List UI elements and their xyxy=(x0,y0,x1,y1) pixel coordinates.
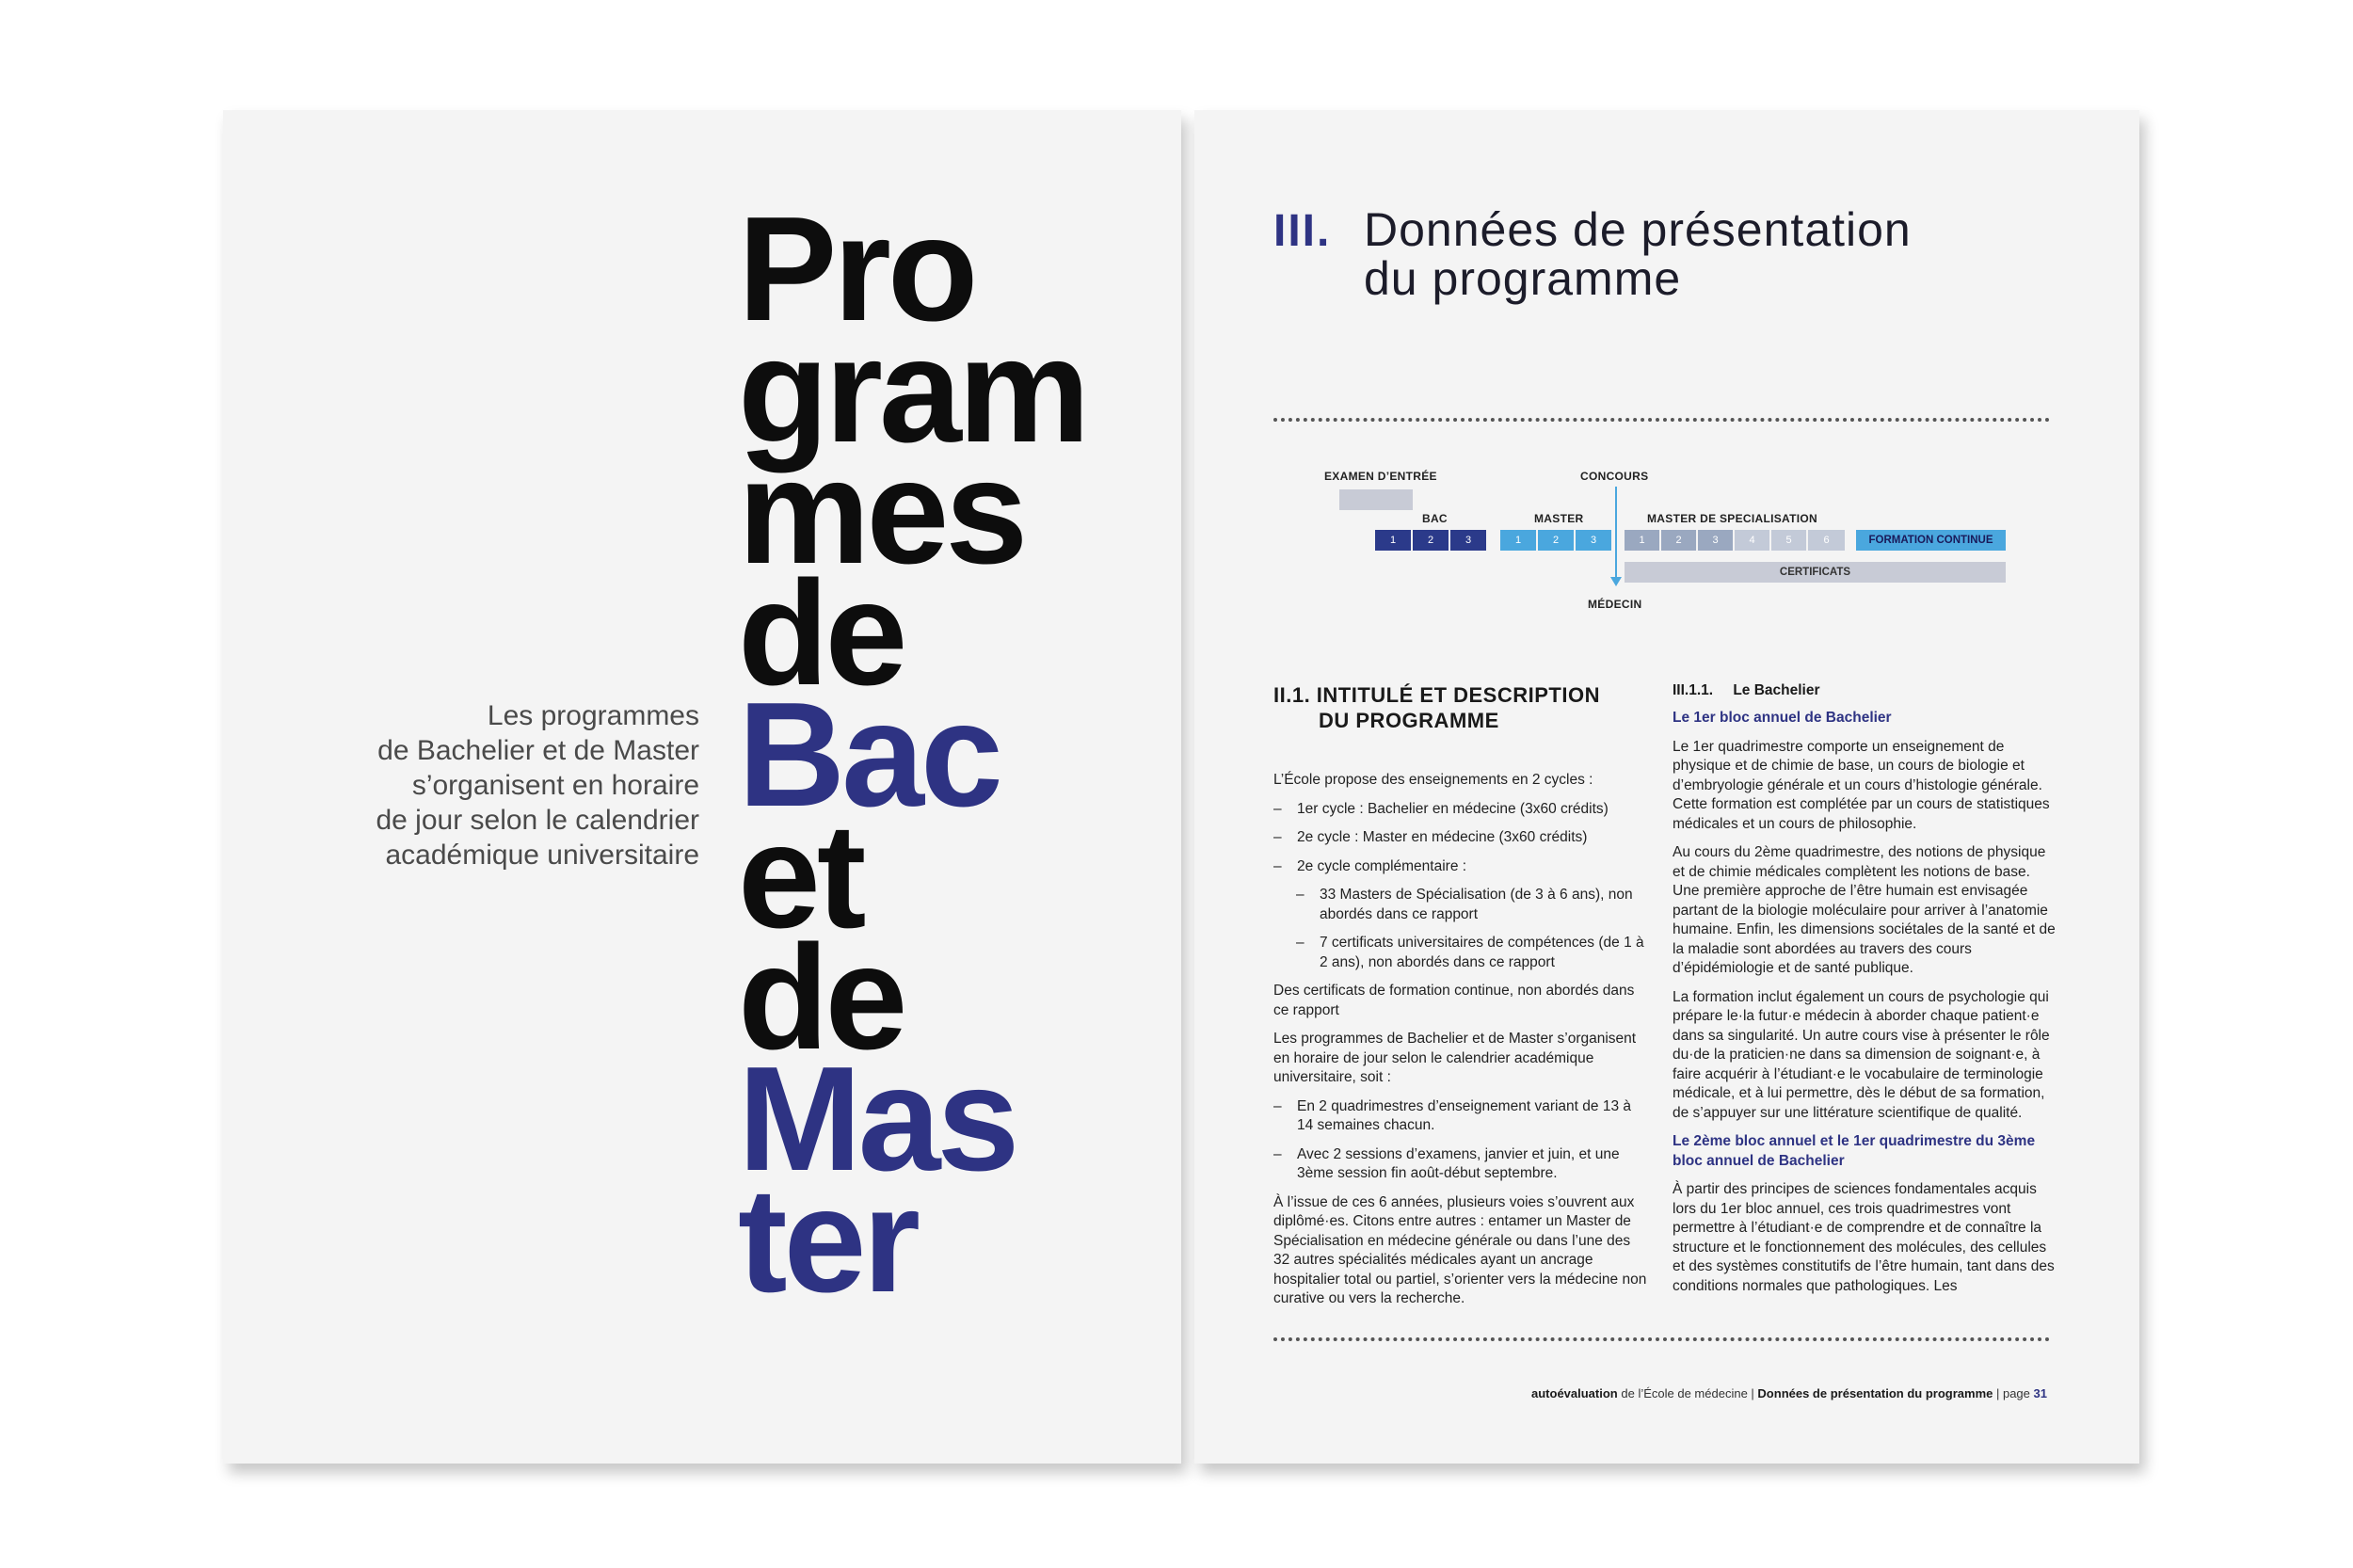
footer-text: de l’École de médecine | xyxy=(1621,1386,1754,1400)
subsection-heading-line: II.1. INTITULÉ ET DESCRIPTION xyxy=(1273,683,1600,707)
paragraph: La formation inclut également un cours de psychologie qui prépare le·la futur·e médecin à aborder chaque patient·e dans sa singularité. Un autre cours vise à présenter le rôle du·de la praticien·ne dans sa dimension de soignant·e, à faire acquérir à l’étudiant·e le vocabulaire de terminologie médicale, et à lui permettre, dès le début de sa formation, de s’appuyer sur une littérature scientifique de qualité. xyxy=(1673,988,2050,1121)
bac-year-3: 3 xyxy=(1450,530,1486,551)
page-footer xyxy=(1531,1386,2047,1400)
footer-section: Données de présentation du programme xyxy=(1757,1386,1993,1400)
heading-number: III.1.1. xyxy=(1673,682,1714,698)
master-year-2: 2 xyxy=(1538,530,1574,551)
master-year-1: 1 xyxy=(1500,530,1536,551)
bac-bar xyxy=(1375,530,1486,551)
section-title xyxy=(1364,205,1912,303)
spec-year-3: 3 xyxy=(1698,530,1733,551)
paragraph: À partir des principes de sciences fondamentales acquis lors du 1er bloc annuel, ces trois quadrimestres vont permettre à l’étudiant·e de comprendre et de connaître la structure et le fonctionnement des molécules, des cellules et des systèmes constitutifs de l’être humain, tant dans des conditions normales que pathologiques. Les xyxy=(1673,1181,2055,1294)
intro-text xyxy=(285,698,699,872)
label-medecin: MÉDECIN xyxy=(1588,598,1642,611)
footer-page-label: | page xyxy=(1995,1386,2030,1400)
sub-subsection-heading xyxy=(1673,682,2058,699)
title-line: de xyxy=(738,915,904,1080)
arrow-line xyxy=(1615,487,1617,581)
intro-line: de jour selon le calendrier xyxy=(376,805,699,836)
title-line: gram xyxy=(738,308,1087,473)
master-bar xyxy=(1500,530,1611,551)
sub-list-item: – 33 Masters de Spécialisation (de 3 à 6 ans), non abordés dans ce rapport xyxy=(1296,886,1650,924)
label-concours: CONCOURS xyxy=(1580,470,1649,483)
left-page xyxy=(223,110,1181,1464)
paragraph: Le 1er quadrimestre comporte un enseignement de physique et de chimie de base, un cours de biologie et d’embryologie générale et un cours d’histologie générale. Cette formation est complétée par un cours de statistiques médicales et un cours de philosophie. xyxy=(1673,738,2050,832)
right-column xyxy=(1673,682,2058,1305)
master-spec-bar xyxy=(1625,530,1845,551)
intro-line: de Bachelier et de Master xyxy=(377,735,699,766)
title-line: et xyxy=(738,793,863,959)
title-line: mes xyxy=(738,429,1025,595)
paragraph: L’École propose des enseignements en 2 cycles : xyxy=(1273,772,1593,788)
heading-text: Le Bachelier xyxy=(1733,682,1820,698)
dotted-divider-bottom xyxy=(1273,1337,2050,1341)
page-big-title xyxy=(738,186,1087,1323)
list-item: – 2e cycle complémentaire : xyxy=(1273,857,1650,877)
sub-list-item: – 7 certificats universitaires de compétences (de 1 à 2 ans), non abordés dans ce rapport xyxy=(1296,934,1650,972)
right-column-body xyxy=(1673,709,2058,1296)
paragraph: À l’issue de ces 6 années, plusieurs voies s’ouvrent aux diplômé·es. Citons entre autres : entamer un Master de Spécialisation en médecine générale ou dans l’une des 32 autres spécialités médicales ayant un ancrage hospitalier total ou partiel, s’orienter vers la médecine non curative ou vers la recherche. xyxy=(1273,1193,1647,1306)
list-item: – Avec 2 sessions d’examens, janvier et juin, et une 3ème session fin août-début septembre. xyxy=(1273,1145,1650,1184)
certificats-bar: CERTIFICATS xyxy=(1625,562,2006,583)
program-diagram xyxy=(1273,458,2055,628)
spec-year-4: 4 xyxy=(1735,530,1769,551)
list-item: – 1er cycle : Bachelier en médecine (3x60 crédits) xyxy=(1273,800,1650,820)
label-master: MASTER xyxy=(1534,512,1584,525)
section-title-line: du programme xyxy=(1364,252,1682,305)
master-year-3: 3 xyxy=(1576,530,1611,551)
bac-year-1: 1 xyxy=(1375,530,1411,551)
list-item: – 2e cycle : Master en médecine (3x60 crédits) xyxy=(1273,828,1650,848)
page-number: 31 xyxy=(2033,1386,2047,1400)
label-examen: EXAMEN D’ENTRÉE xyxy=(1324,470,1437,483)
intro-line: s’organisent en horaire xyxy=(411,770,699,801)
title-line: Pro xyxy=(738,186,975,352)
left-column-body xyxy=(1273,771,1650,1309)
section-number: III. xyxy=(1273,206,1332,256)
title-line: de xyxy=(738,551,904,716)
spec-year-2: 2 xyxy=(1661,530,1696,551)
block-heading: Le 1er bloc annuel de Bachelier xyxy=(1673,710,1892,726)
title-line: ter xyxy=(738,1158,917,1323)
footer-brand: autoévaluation xyxy=(1531,1386,1618,1400)
intro-line: académique universitaire xyxy=(385,840,699,871)
paragraph: Au cours du 2ème quadrimestre, des notions de physique et de chimie médicales complètent les notions de base. Une première approche de l’être humain est envisagée partant de la biologie moléculaire pour arriver à l’anatomie humaine. Enfin, les dimensions sociétales de la santé et de la maladie sont abordées au travers des cours d’épidémiologie et de santé publique. xyxy=(1673,844,2056,976)
spec-year-1: 1 xyxy=(1625,530,1659,551)
intro-line: Les programmes xyxy=(487,700,699,731)
left-column xyxy=(1273,682,1650,1319)
paragraph: Des certificats de formation continue, non abordés dans ce rapport xyxy=(1273,983,1635,1018)
list-item: – En 2 quadrimestres d’enseignement variant de 13 à 14 semaines chacun. xyxy=(1273,1097,1650,1136)
spec-year-5: 5 xyxy=(1771,530,1806,551)
formation-continue-bar: FORMATION CONTINUE xyxy=(1856,530,2006,551)
title-line: Bac xyxy=(738,672,1000,838)
spec-year-6: 6 xyxy=(1808,530,1845,551)
label-bac: BAC xyxy=(1422,512,1448,525)
dotted-divider-top xyxy=(1273,418,2050,422)
subsection-heading xyxy=(1273,682,1650,733)
examen-bar xyxy=(1339,489,1413,510)
paragraph: Les programmes de Bachelier et de Master s’organisent en horaire de jour selon le calendrier académique universitaire, soit : xyxy=(1273,1031,1637,1085)
label-master-spec: MASTER DE SPECIALISATION xyxy=(1647,512,1817,525)
arrow-down-icon xyxy=(1610,577,1622,586)
right-page xyxy=(1194,110,2139,1464)
block-heading: Le 2ème bloc annuel et le 1er quadrimestre du 3ème bloc annuel de Bachelier xyxy=(1673,1133,2036,1169)
title-line: Mas xyxy=(738,1036,1016,1202)
subsection-heading-line: DU PROGRAMME xyxy=(1319,709,1499,732)
section-title-line: Données de présentation xyxy=(1364,203,1912,256)
bac-year-2: 2 xyxy=(1413,530,1449,551)
